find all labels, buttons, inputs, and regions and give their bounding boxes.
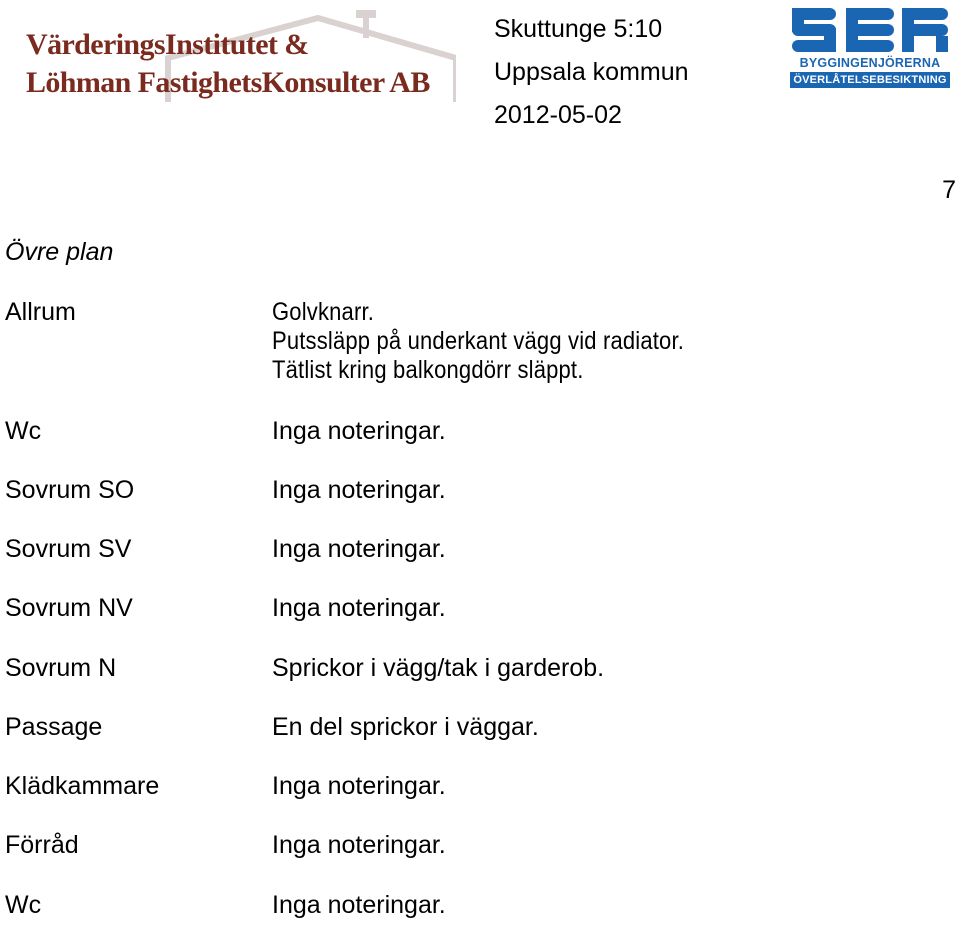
room-notes (272, 535, 446, 564)
sbr-logo-line1: BYGGINGENJÖRERNA (799, 56, 941, 70)
room-notes (272, 476, 446, 505)
room-note: Golvknarr. (272, 298, 375, 326)
company-logo-line1: VärderingsInstitutet & (26, 28, 309, 61)
room-notes (272, 831, 446, 860)
sbr-logo (790, 6, 950, 88)
room-notes (272, 417, 446, 446)
room-notes (272, 298, 684, 385)
room-name: Wc (5, 891, 42, 919)
room-notes (272, 891, 446, 920)
room-note: Inga noteringar. (272, 831, 446, 859)
room-name: Passage (5, 713, 103, 741)
property-designation: Skuttunge 5:10 (494, 15, 663, 43)
room-note: Inga noteringar. (272, 417, 446, 445)
inspection-date: 2012-05-02 (494, 101, 622, 129)
room-note: Inga noteringar. (272, 772, 446, 800)
page-number: 7 (942, 176, 956, 204)
municipality: Uppsala kommun (494, 58, 689, 86)
room-note: Inga noteringar. (272, 594, 446, 622)
room-name: Sovrum SO (5, 476, 135, 504)
room-notes (272, 772, 446, 801)
room-note: Inga noteringar. (272, 891, 446, 919)
room-name: Sovrum SV (5, 535, 132, 563)
room-note: Inga noteringar. (272, 476, 446, 504)
room-name: Sovrum N (5, 654, 117, 682)
room-note: Sprickor i vägg/tak i garderob. (272, 654, 605, 682)
sbr-logo-line2: ÖVERLÅTELSEBESIKTNING (790, 72, 950, 88)
room-note: En del sprickor i väggar. (272, 713, 539, 741)
room-name: Allrum (5, 298, 76, 326)
header-info (494, 8, 689, 137)
room-notes (272, 594, 446, 623)
room-name: Wc (5, 417, 42, 445)
company-logo-line2: Löhman FastighetsKonsulter AB (26, 66, 430, 99)
company-logo (18, 10, 456, 102)
room-note: Inga noteringar. (272, 535, 446, 563)
sbr-letters-icon (790, 6, 950, 54)
room-notes (272, 713, 539, 742)
room-name: Sovrum NV (5, 594, 133, 622)
room-note: Putssläpp på underkant vägg vid radiator. (272, 327, 685, 355)
room-notes (272, 654, 604, 683)
room-name: Förråd (5, 831, 79, 859)
room-name: Klädkammare (5, 772, 160, 800)
room-note: Tätlist kring balkongdörr släppt. (272, 356, 584, 384)
section-heading: Övre plan (5, 238, 114, 266)
